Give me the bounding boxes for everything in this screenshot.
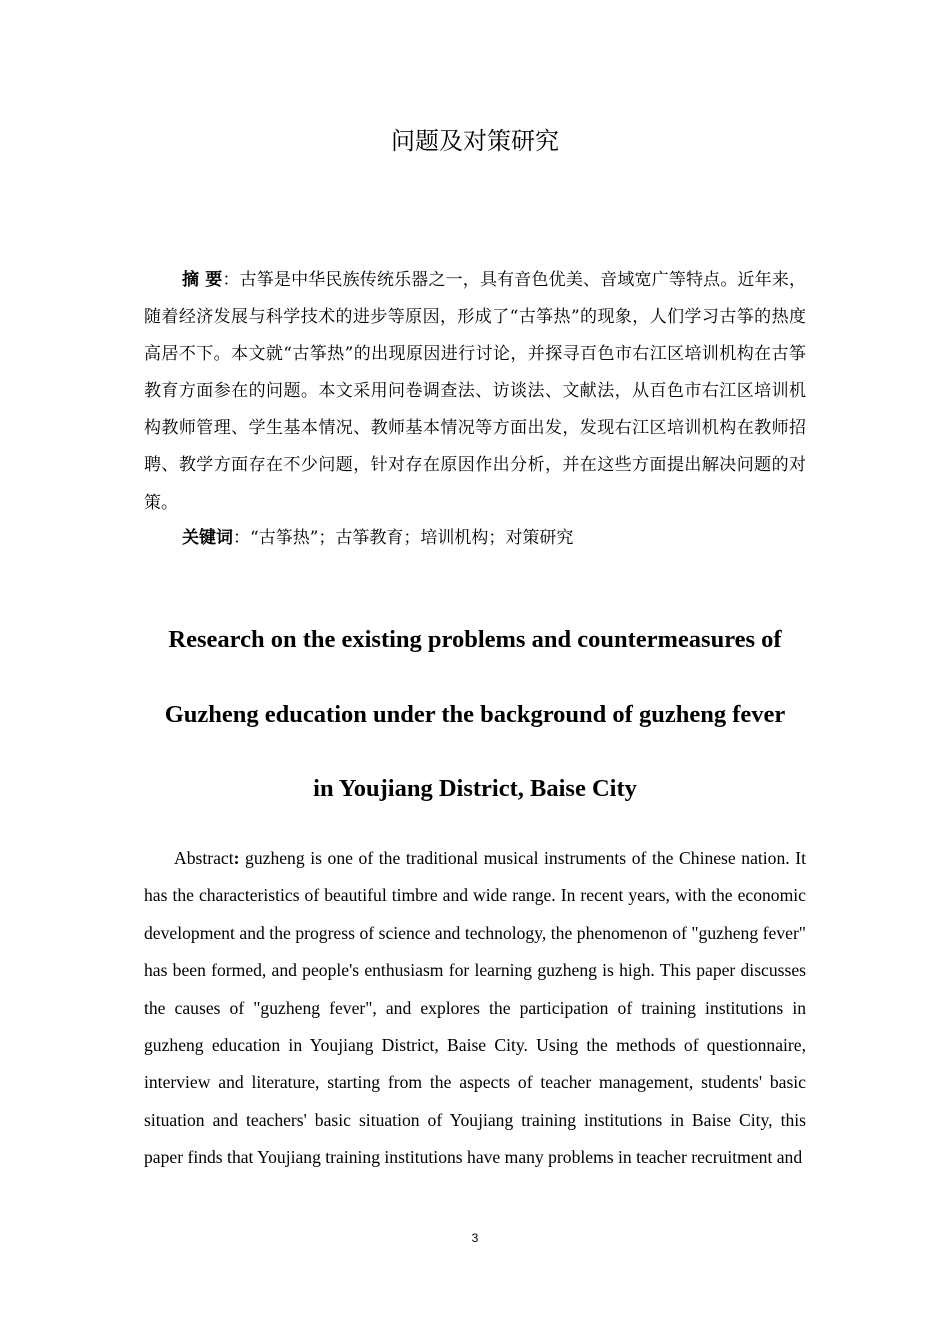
chinese-keywords	[144, 521, 806, 555]
english-title-line-3: in Youjiang District, Baise City	[313, 775, 637, 802]
english-abstract-text: guzheng is one of the traditional musical instruments of the Chinese nation. It has the characteristics of beautiful timbre and wide range. In recent years, with the economic development and the progress of science and technology, the phenomenon of "guzheng fever" has been formed, and people's enthusiasm for learning guzheng is high. This paper discusses the causes of "guzheng fever", and explores the participation of training institutions in guzheng education in Youjiang District, Baise City. Using the methods of questionnaire, interview and literature, starting from the aspects of teacher management, students' basic situation and teachers' basic situation of Youjiang training institutions in Baise City, this paper finds that Youjiang training institutions have many problems in teacher recruitment and	[144, 848, 806, 1168]
english-abstract	[144, 840, 806, 1215]
chinese-abstract-label: 摘 要	[182, 270, 223, 290]
english-title-line-1: Research on the existing problems and countermeasures of	[168, 626, 782, 653]
chinese-abstract-colon: ：	[222, 270, 240, 290]
chinese-abstract-text: 古筝是中华民族传统乐器之一，具有音色优美、音域宽广等特点。近年来，随着经济发展与科学技术的进步等原因，形成了“古筝热”的现象，人们学习古筝的热度高居不下。本文就“古筝热”的出现原因进行讨论，并探寻百色市右江区培训机构在古筝教育方面参在的问题。本文采用问卷调查法、访谈法、文献法，从百色市右江区培训机构教师管理、学生基本情况、教师基本情况等方面出发，发现右江区培训机构在教师招聘、教学方面存在不少问题，针对存在原因作出分析，并在这些方面提出解决问题的对策。	[144, 270, 807, 513]
english-title-line-2: Guzheng education under the background of guzheng fever	[164, 700, 786, 728]
english-abstract-label: Abstract	[174, 848, 234, 868]
english-abstract-colon: :	[233, 848, 240, 868]
chinese-keywords-label: 关键词	[182, 528, 233, 548]
chinese-abstract	[144, 262, 806, 522]
english-title	[120, 603, 830, 827]
chinese-keywords-text: “古筝热”；古筝教育；培训机构；对策研究	[250, 528, 574, 548]
chinese-keywords-colon: ：	[233, 528, 250, 548]
page-number: 3	[471, 1231, 479, 1245]
chinese-title: 问题及对策研究	[391, 127, 559, 155]
